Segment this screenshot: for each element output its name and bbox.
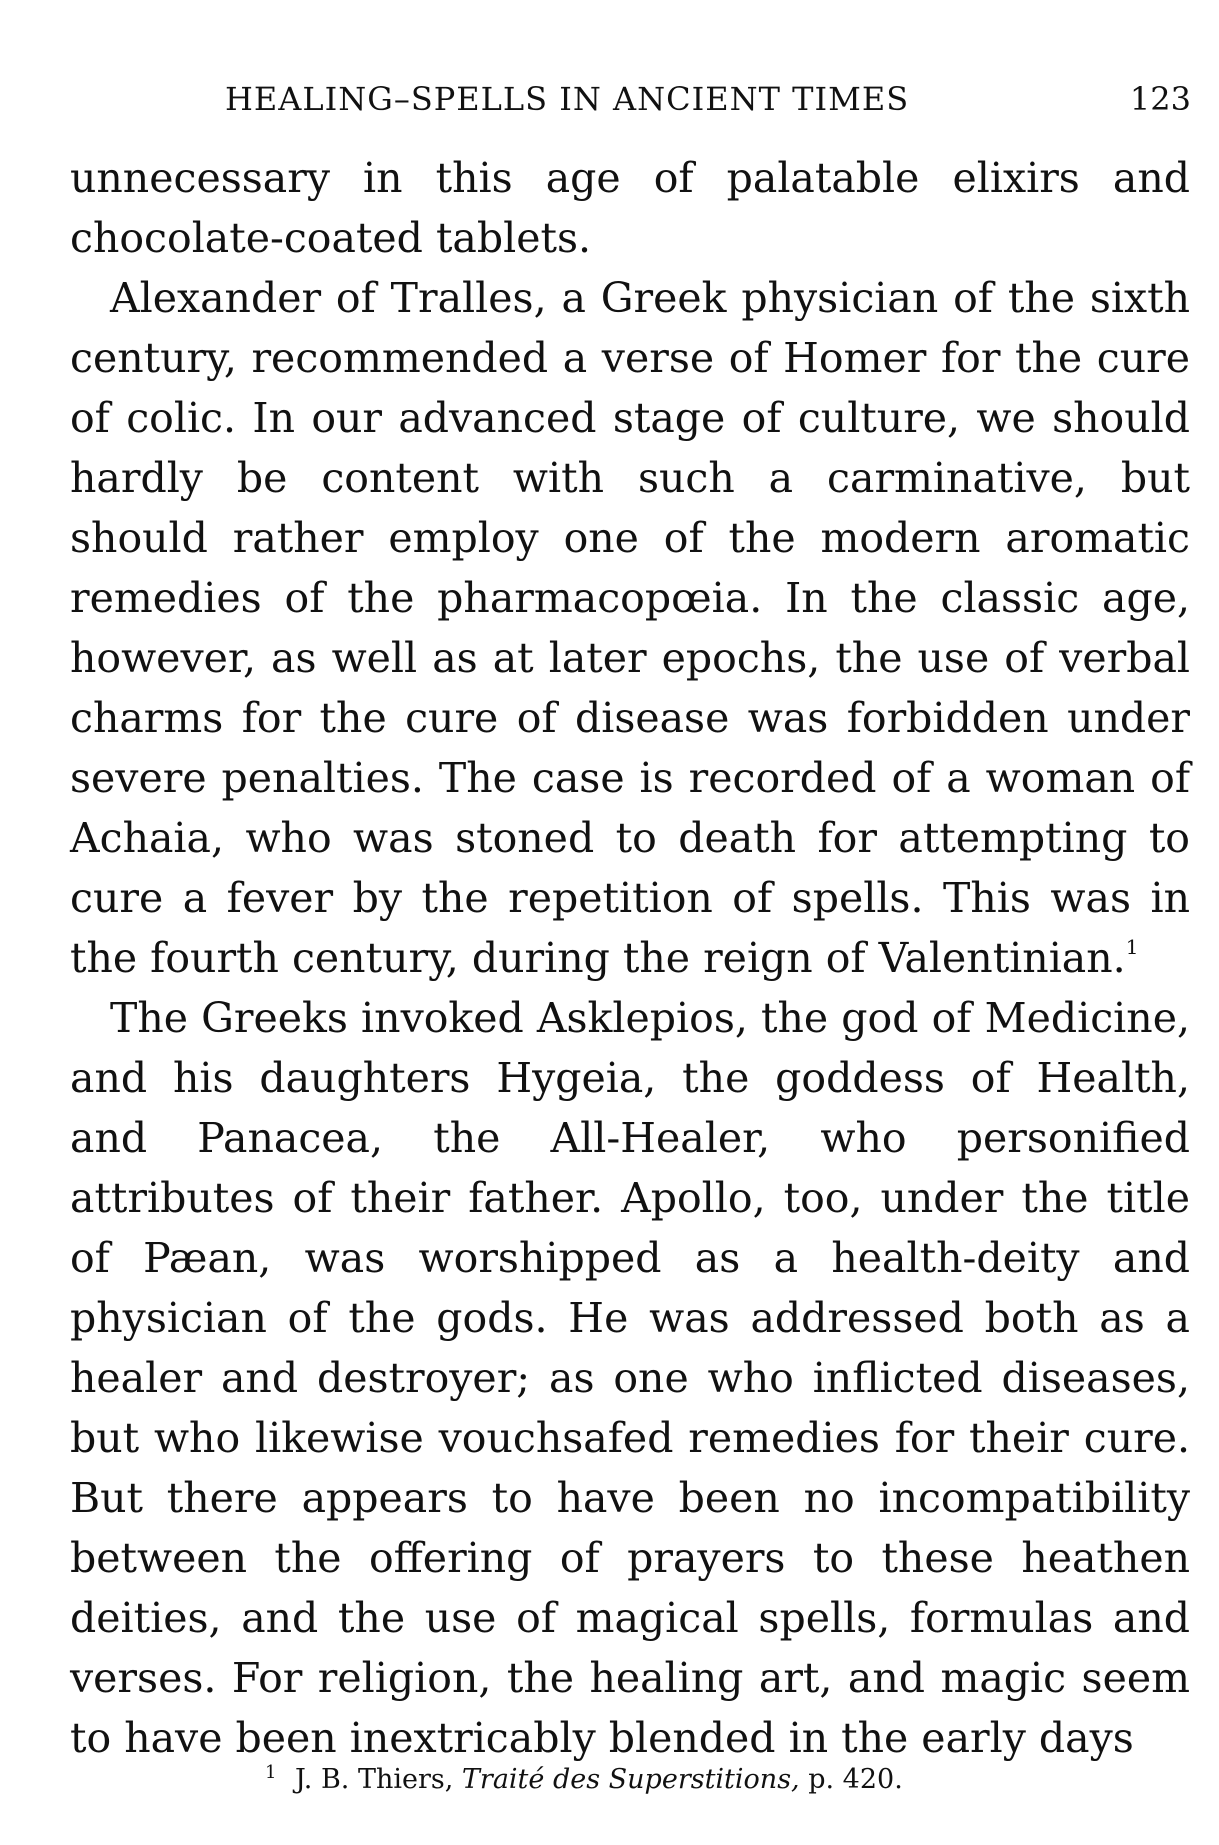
- body-text: [70, 148, 1190, 1768]
- paragraph-3: The Greeks invoked Asklepios, the god of Medicine, and his daughters Hygeia, the goddess of Health, and Panacea, the All-Healer, who personified attributes of their father. Apollo, too, under the title of Pæan, was worshipped as a health-deity and physician of the gods. He was addressed both as a healer and destroyer; as one who inflicted diseases, but who likewise vouchsafed remedies for their cure. But there appears to have been no incompatibility between the offering of prayers to these heathen deities, and the use of magical spells, formulas and verses. For religion, the healing art, and magic seem to have been inextricably blended in the early days: [70, 994, 1190, 1762]
- paragraph-2-text: Alexander of Tralles, a Greek physician of the sixth century, recommended a verse of Homer for the cure of colic. In our advanced stage of culture, we should hardly be content with such a carminative, but should rather employ one of the modern aromatic remedies of the pharmacopœia. In the classic age, however, as well as at later epochs, the use of verbal charms for the cure of disease was forbidden under severe penalties. The case is recorded of a woman of Achaia, who was stoned to death for attempting to cure a fever by the repetition of spells. This was in the fourth century, during the reign of Valentinian.: [70, 274, 1190, 982]
- page-header: [60, 80, 1191, 120]
- footnote-author: J. B. Thiers,: [295, 1764, 454, 1795]
- footnote: [265, 1762, 903, 1795]
- page-number: 123: [1129, 80, 1191, 118]
- footnote-title: Traité des Superstitions,: [461, 1764, 800, 1795]
- footnote-marker: 1: [265, 1762, 277, 1783]
- running-title: HEALING–SPELLS IN ANCIENT TIMES: [225, 80, 910, 118]
- footnote-reference: 1: [1125, 935, 1139, 959]
- paragraph-2: [70, 268, 1190, 988]
- footnote-page-ref: p. 420.: [808, 1764, 903, 1795]
- paragraph-1: unnecessary in this age of palatable elixirs and chocolate-coated tablets.: [70, 154, 1190, 262]
